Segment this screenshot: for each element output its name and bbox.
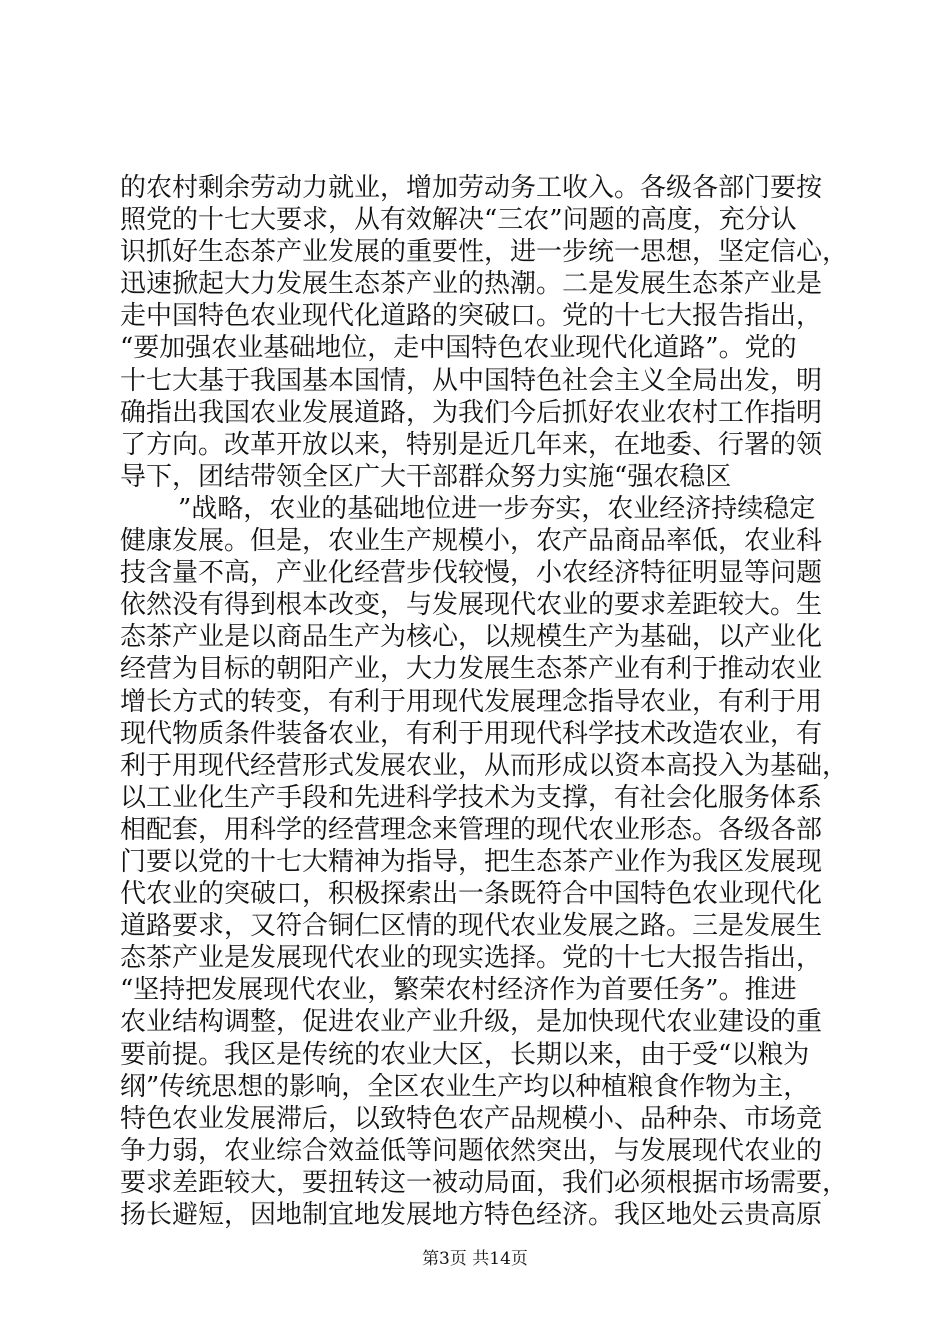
text-line: 增长方式的转变，有利于用现代发展理念指导农业，有利于用: [120, 686, 823, 717]
text-line: 争力弱，农业综合效益低等问题依然突出，与发展现代农业的: [120, 1135, 823, 1166]
text-line: 要求差距较大，要扭转这一被动局面，我们必须根据市场需要，: [120, 1167, 849, 1198]
text-line: 技含量不高，产业化经营步伐较慢，小农经济特征明显等问题: [120, 558, 823, 589]
text-line: 道路要求，又符合铜仁区情的现代农业发展之路。三是发展生: [120, 911, 823, 942]
text-line: 以工业化生产手段和先进科学技术为支撑，有社会化服务体系: [120, 782, 823, 813]
text-line: 纲”传统思想的影响，全区农业生产均以种植粮食作物为主，: [120, 1071, 810, 1102]
text-line: 照党的十七大要求，从有效解决“三农”问题的高度，充分认: [120, 205, 797, 236]
text-line: 要前提。我区是传统的农业大区，长期以来，由于受“以粮为: [120, 1039, 810, 1070]
text-line: 态茶产业是发展现代农业的现实选择。党的十七大报告指出，: [120, 943, 823, 974]
text-line: 导下，团结带领全区广大干部群众努力实施“强农稳区: [120, 461, 732, 492]
text-line: 识抓好生态茶产业发展的重要性，进一步统一思想，坚定信心，: [120, 237, 849, 268]
text-line: 代农业的突破口，积极探索出一条既符合中国特色农业现代化: [120, 879, 823, 910]
page-number: 第3页 共14页: [422, 1249, 528, 1269]
text-line: 十七大基于我国基本国情，从中国特色社会主义全局出发，明: [120, 365, 823, 396]
text-line: 扬长避短，因地制宜地发展地方特色经济。我区地处云贵高原: [120, 1200, 823, 1230]
text-line: 确指出我国农业发展道路，为我们今后抓好农业农村工作指明: [120, 397, 823, 428]
text-line: 农业结构调整，促进农业产业升级，是加快现代农业建设的重: [120, 1007, 823, 1038]
text-line: “要加强农业基础地位，走中国特色农业现代化道路”。党的: [120, 333, 797, 364]
text-line: 利于用现代经营形式发展农业，从而形成以资本高投入为基础，: [120, 750, 849, 781]
text-line: ”战略，农业的基础地位进一步夯实，农业经济持续稳定: [178, 493, 816, 524]
text-line: 态茶产业是以商品生产为核心，以规模生产为基础，以产业化: [120, 622, 823, 653]
text-line: 经营为目标的朝阳产业，大力发展生态茶产业有利于推动农业: [120, 654, 823, 685]
text-line: 的农村剩余劳动力就业，增加劳动务工收入。各级各部门要按: [120, 173, 823, 203]
text-line: “坚持把发展现代农业，繁荣农村经济作为首要任务”。推进: [120, 975, 797, 1006]
text-line: 依然没有得到根本改变，与发展现代农业的要求差距较大。生: [120, 590, 823, 621]
text-line: 现代物质条件装备农业，有利于用现代科学技术改造农业，有: [120, 718, 823, 749]
text-line: 特色农业发展滞后，以致特色农产品规模小、品种杂、市场竞: [120, 1103, 823, 1134]
text-line: 走中国特色农业现代化道路的突破口。党的十七大报告指出，: [120, 301, 823, 332]
text-line: 了方向。改革开放以来，特别是近几年来，在地委、行署的领: [120, 429, 823, 460]
text-line: 迅速掀起大力发展生态茶产业的热潮。二是发展生态茶产业是: [120, 269, 823, 300]
text-line: 相配套，用科学的经营理念来管理的现代农业形态。各级各部: [120, 814, 823, 845]
text-line: 门要以党的十七大精神为指导，把生态茶产业作为我区发展现: [120, 846, 823, 877]
body-text: [120, 172, 849, 1231]
page-footer: [0, 1244, 950, 1269]
text-line: 健康发展。但是，农业生产规模小，农产品商品率低，农业科: [120, 526, 823, 557]
